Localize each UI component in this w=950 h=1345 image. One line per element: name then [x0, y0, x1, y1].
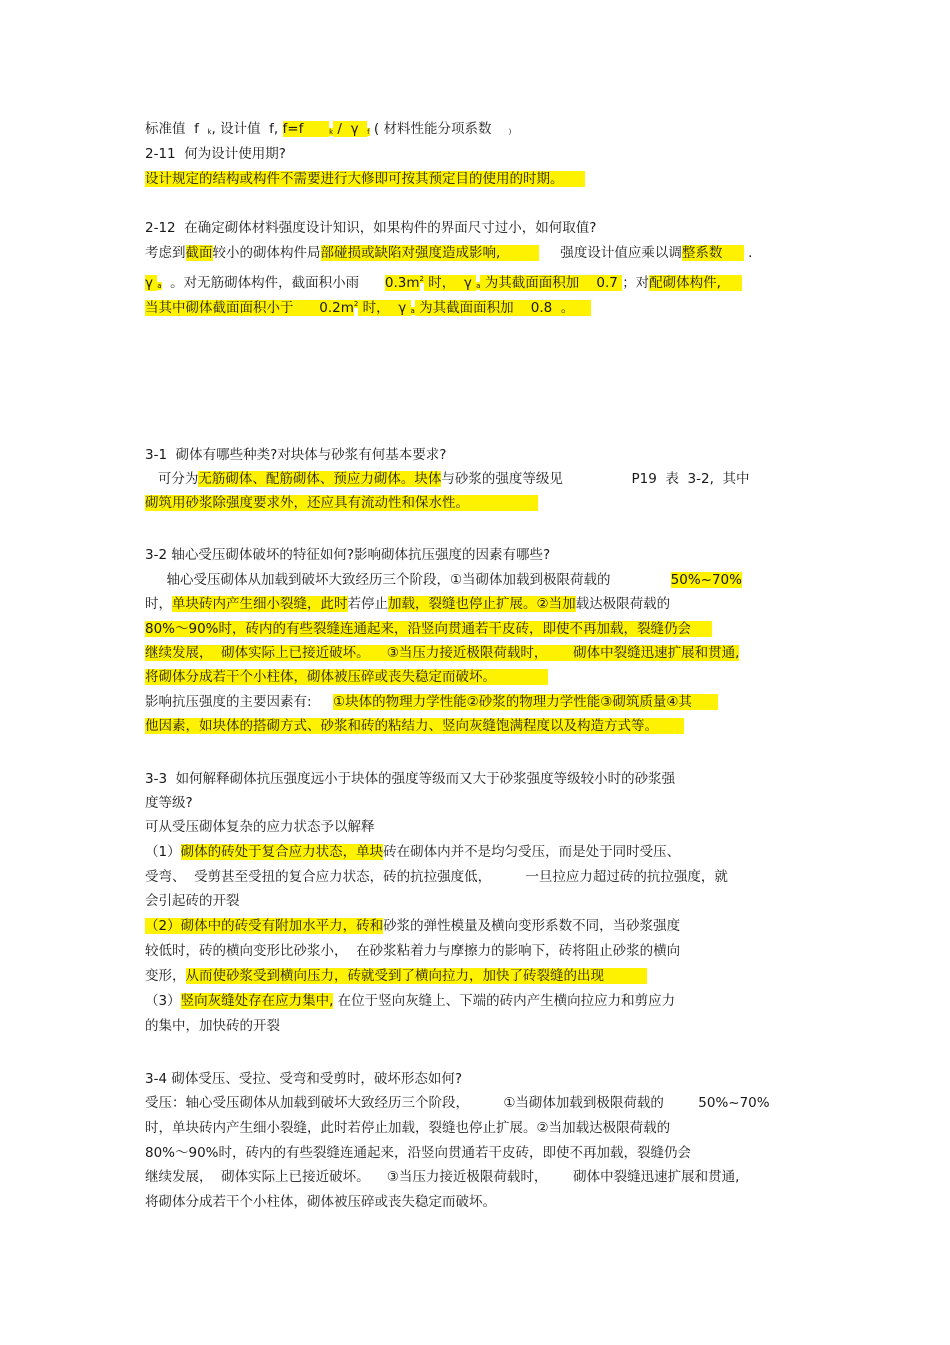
highlighted-text: 部碰损或缺陷对强度造成影响, — [320, 245, 539, 261]
text-line — [145, 691, 718, 713]
text-span: 受压：轴心受压砌体从加载到破坏大致经历三个阶段， ①当砌体加载到极限荷载的 50%~70% — [145, 1095, 770, 1111]
text-span: 受弯、 受剪甚至受扭的复合应力状态，砖的抗拉强度低， 一旦拉应力超过砖的抗拉强度，就 — [145, 869, 728, 885]
text-line — [145, 1068, 462, 1090]
highlighted-text: 配砌体构件, — [649, 275, 743, 291]
text-span: 3-2 轴心受压砌体破坏的特征如何?影响砌体抗压强度的因素有哪些? — [145, 547, 551, 563]
text-span: 的集中，加快砖的开裂 — [145, 1018, 280, 1034]
text-span: 3-1 砌体有哪些种类?对块体与砂浆有何基本要求? — [145, 447, 447, 463]
text-line — [145, 492, 538, 514]
text-span: 轴心受压砌体从加载到破坏大致经历三个阶段，①当砌体加载到极限荷载的 — [145, 572, 671, 588]
highlighted-text: / γ — [333, 121, 368, 137]
text-line — [145, 217, 596, 239]
text-span: 。对无筋砌体构件，截面积小雨 — [161, 275, 385, 291]
text-line — [145, 569, 742, 591]
highlighted-text: ①块体的物理力学性能②砂浆的物理力学性能③砌筑质量④其 — [333, 694, 718, 710]
text-span: 时，单块砖内产生细小裂缝，此时若停止加载，裂缝也停止扩展。②当加载达极限荷载的 — [145, 1120, 671, 1136]
text-span: 3-4 砌体受压、受拉、受弯和受剪时，破坏形态如何? — [145, 1071, 463, 1087]
text-span: 砖在砌体内并不是均匀受压，而是处于同时受压、 — [383, 844, 681, 860]
text-line — [145, 143, 286, 165]
text-span: . — [743, 245, 753, 261]
text-line — [145, 890, 240, 912]
text-line — [145, 816, 375, 838]
text-span: 变形， — [145, 968, 186, 984]
text-line — [145, 1142, 691, 1164]
text-span: 将砌体分成若干个小柱体，砌体被压碎或丧失稳定而破坏。 — [145, 1194, 496, 1210]
text-line — [145, 866, 728, 888]
text-line — [145, 618, 712, 640]
text-span: （3） — [145, 993, 181, 1009]
highlighted-text: 当其中砌体截面面积小于 0.2m — [145, 300, 354, 316]
highlighted-text: 截面 — [185, 245, 213, 261]
text-line — [145, 593, 670, 615]
text-span: 影响抗压强度的主要因素有: — [145, 694, 334, 710]
text-span: 标准值 f — [145, 121, 208, 137]
highlighted-text: 继续发展， 砌体实际上已接近破坏。 ③当压力接近极限荷载时， 砌体中裂缝迅速扩展和贯通, — [145, 645, 740, 661]
text-span: 2-12 在确定砌体材料强度设计知识，如果构件的界面尺寸过小，如何取值? — [145, 220, 597, 236]
highlighted-text: （2）砌体中的砖受有附加水平力，砖和 — [145, 918, 384, 934]
highlighted-text: 50%~70% — [670, 572, 742, 588]
highlighted-text: 无筋砌体、配筋砌体、预应力砌体。块体 — [198, 471, 442, 487]
text-line — [145, 1117, 670, 1139]
text-line — [145, 965, 647, 987]
highlighted-text: 从而使砂浆受到横向压力，砖就受到了横向拉力，加快了砖裂缝的出现 — [185, 968, 647, 984]
highlighted-text: k — [329, 128, 334, 136]
highlighted-text: 砌体的砖处于复合应力状态，单块 — [180, 844, 384, 860]
text-line — [145, 642, 739, 664]
highlighted-text: γ — [145, 275, 158, 291]
text-line — [145, 118, 511, 140]
highlighted-text: 时， γ — [424, 275, 477, 291]
text-span: 80%～90%时，砖内的有些裂缝连通起来，沿竖向贯通若干皮砖，即使不再加载，裂缝仍会 — [145, 1145, 692, 1161]
highlighted-text: 2 — [419, 275, 425, 283]
text-span: 较低时，砖的横向变形比砂浆小， 在砂浆粘着力与摩擦力的影响下，砖将阻止砂浆的横向 — [145, 943, 681, 959]
highlighted-text: 2 — [353, 300, 359, 308]
text-span: 继续发展， 砌体实际上已接近破坏。 ③当压力接近极限荷载时， 砌体中裂缝迅速扩展和贯通, — [145, 1169, 740, 1185]
text-line — [145, 841, 680, 863]
text-span: 可从受压砌体复杂的应力状态予以解释 — [145, 819, 375, 835]
text-span: 强度设计值应乘以调 — [538, 245, 682, 261]
text-line — [145, 1015, 280, 1037]
text-span: 时， — [145, 596, 172, 612]
highlighted-text: 单块砖内产生细小裂缝，此时 — [172, 596, 348, 612]
highlighted-text: a — [157, 282, 162, 290]
text-span: 可分为 — [145, 471, 199, 487]
text-span: 度等级? — [145, 795, 193, 811]
text-line — [145, 444, 446, 466]
highlighted-text: 0.3m — [384, 275, 420, 291]
highlighted-text: 为其截面面积加 0.8 。 — [414, 300, 592, 316]
highlighted-text: 竖向灰缝处存在应力集中, — [180, 993, 334, 1009]
highlighted-text: 设计规定的结构或构件不需要进行大修即可按其预定目的使用的时期。 — [145, 171, 585, 187]
text-line — [145, 768, 675, 790]
text-span: 砂浆的弹性模量及横向变形系数不同，当砂浆强度 — [383, 918, 681, 934]
text-line — [145, 1166, 739, 1188]
text-line — [145, 940, 680, 962]
text-line — [145, 715, 684, 737]
highlighted-text: 时， γ — [358, 300, 411, 316]
text-line — [145, 242, 752, 264]
text-span: k — [207, 128, 212, 136]
text-line — [145, 168, 585, 190]
text-span: ( 材料性能分项系数 — [369, 121, 509, 137]
text-line — [145, 990, 675, 1012]
text-line — [145, 1092, 770, 1114]
text-span: ) — [508, 128, 512, 136]
highlighted-text: a — [410, 307, 415, 315]
text-line — [145, 268, 742, 290]
highlighted-text: f — [367, 128, 370, 136]
text-line — [145, 293, 591, 315]
highlighted-text: 整系数 — [681, 245, 744, 261]
text-span: 载达极限荷载的 — [575, 596, 671, 612]
text-span: 若停止 — [347, 596, 388, 612]
text-span: 在位于竖向灰缝上、下端的砖内产生横向拉应力和剪应力 — [333, 993, 676, 1009]
text-span: ；对 — [622, 275, 650, 291]
highlighted-text: 他因素，如块体的搭砌方式、砂浆和砖的粘结力、竖向灰缝饱满程度以及构造方式等。 — [145, 718, 684, 734]
text-span: （1） — [145, 844, 181, 860]
text-line — [145, 1191, 496, 1213]
text-line — [145, 544, 550, 566]
text-line — [145, 792, 193, 814]
text-span: , 设计值 f, — [211, 121, 283, 137]
highlighted-text: 为其截面面积加 0.7 — [480, 275, 623, 291]
text-span: 较小的砌体构件局 — [212, 245, 321, 261]
text-span: 3-3 如何解释砌体抗压强度远小于块体的强度等级而又大于砂浆强度等级较小时的砂浆强 — [145, 771, 676, 787]
highlighted-text: 加载，裂缝也停止扩展。②当加 — [388, 596, 576, 612]
highlighted-text: f=f — [282, 121, 330, 137]
text-span: 2-11 何为设计使用期? — [145, 146, 286, 162]
text-span: 与砂浆的强度等级见 P19 表 3-2, 其中 — [441, 471, 750, 487]
text-span: 考虑到 — [145, 245, 186, 261]
text-line — [145, 915, 680, 937]
text-line — [145, 666, 548, 688]
highlighted-text: 砌筑用砂浆除强度要求外，还应具有流动性和保水性。 — [145, 495, 538, 511]
text-span: 会引起砖的开裂 — [145, 893, 240, 909]
highlighted-text: 80%～90%时，砖内的有些裂缝连通起来，沿竖向贯通若干皮砖，即使不再加载，裂缝仍会 — [145, 621, 713, 637]
highlighted-text: 将砌体分成若干个小柱体，砌体被压碎或丧失稳定而破坏。 — [145, 669, 548, 685]
highlighted-text: a — [476, 282, 481, 290]
text-line — [145, 468, 749, 490]
